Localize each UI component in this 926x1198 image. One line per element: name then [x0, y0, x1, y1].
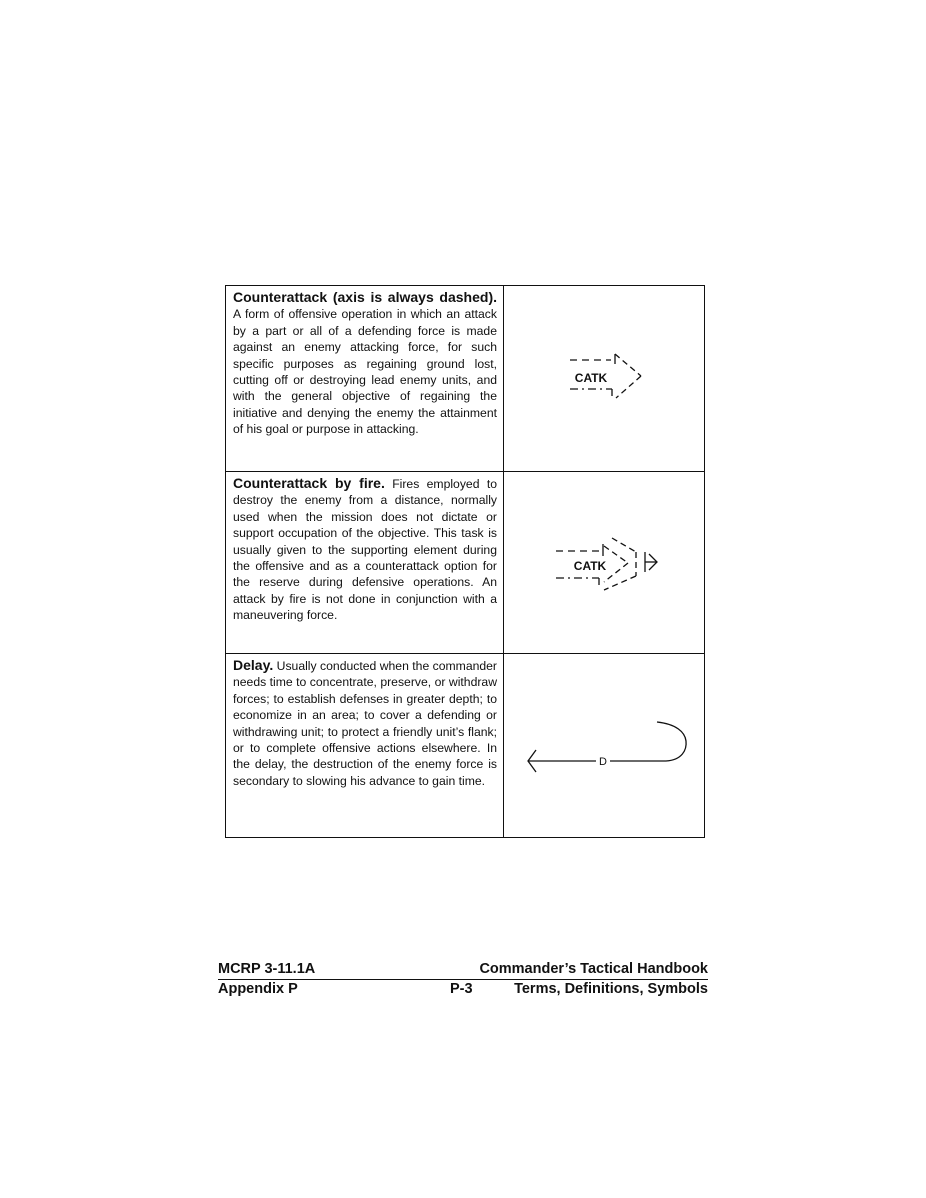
- term-cell: [226, 654, 504, 838]
- publication-number: MCRP 3-11.1A: [218, 961, 316, 977]
- term-cell: [226, 286, 504, 472]
- symbol-label: CATK: [574, 371, 608, 385]
- term-title: Delay.: [233, 657, 274, 673]
- counterattack-dashed-arrow-icon: [504, 286, 704, 464]
- delay-hook: [657, 722, 686, 761]
- section-title: Terms, Definitions, Symbols: [514, 981, 708, 997]
- term-paragraph: [233, 657, 497, 789]
- delay-arrow-icon: [504, 654, 704, 830]
- term-cell: [226, 472, 504, 654]
- term-definition: Usually conducted when the commander needs time to concentrate, preserve, or withdraw forces; to establish defenses in greater depth; to economize in an area; to cover a defending or withdrawing unit; to protect a friendly unit’s flank; or to complete offensive actions elsewhere. In the delay, the destruction of the enemy force is secondary to slowing his advance to gain time.: [233, 659, 497, 788]
- inner-head-upper: [604, 546, 628, 563]
- inner-head-lower: [604, 563, 628, 582]
- term-title: Counterattack (axis is always dashed).: [233, 289, 497, 305]
- symbol-label: CATK: [573, 559, 607, 573]
- symbol-cell: [504, 654, 705, 838]
- table-row: [226, 472, 705, 654]
- outer-head-upper: [612, 538, 636, 552]
- arrow-head-lower: [616, 376, 641, 398]
- term-title: Counterattack by fire.: [233, 475, 385, 491]
- publication-title: Commander’s Tactical Handbook: [479, 961, 708, 977]
- term-definition: Fires employed to destroy the enemy from a distance, normally used when the mission does not dictate or support occupation of the objective. This task is usually given to the supporting element during the offensive and as a counterattack option for the reserve during defensive operations. An attack by fire is not done in conjunction with a maneuvering force.: [233, 477, 497, 623]
- page-number: P-3: [450, 981, 473, 997]
- term-paragraph: [233, 289, 497, 438]
- appendix-label: Appendix P: [218, 981, 298, 997]
- table-row: [226, 286, 705, 472]
- arrow-head-upper: [615, 354, 641, 376]
- symbol-cell: [504, 472, 705, 654]
- table-row: [226, 654, 705, 838]
- footer-top: [218, 961, 708, 980]
- symbol-cell: [504, 286, 705, 472]
- counterattack-by-fire-arrow-icon: [504, 472, 704, 646]
- term-paragraph: [233, 475, 497, 624]
- term-definition: A form of offensive operation in which an attack by a part or all of a defending force is made against an enemy attacking force, for such specific purposes as regaining ground lost, cutting off or destroying lead enemy units, and with the general objective of regaining the initiative and denying the enemy the attainment of his goal or purpose in attacking.: [233, 307, 497, 437]
- terms-table: [225, 285, 705, 838]
- symbol-label: D: [599, 756, 607, 768]
- footer-bottom: [218, 981, 708, 999]
